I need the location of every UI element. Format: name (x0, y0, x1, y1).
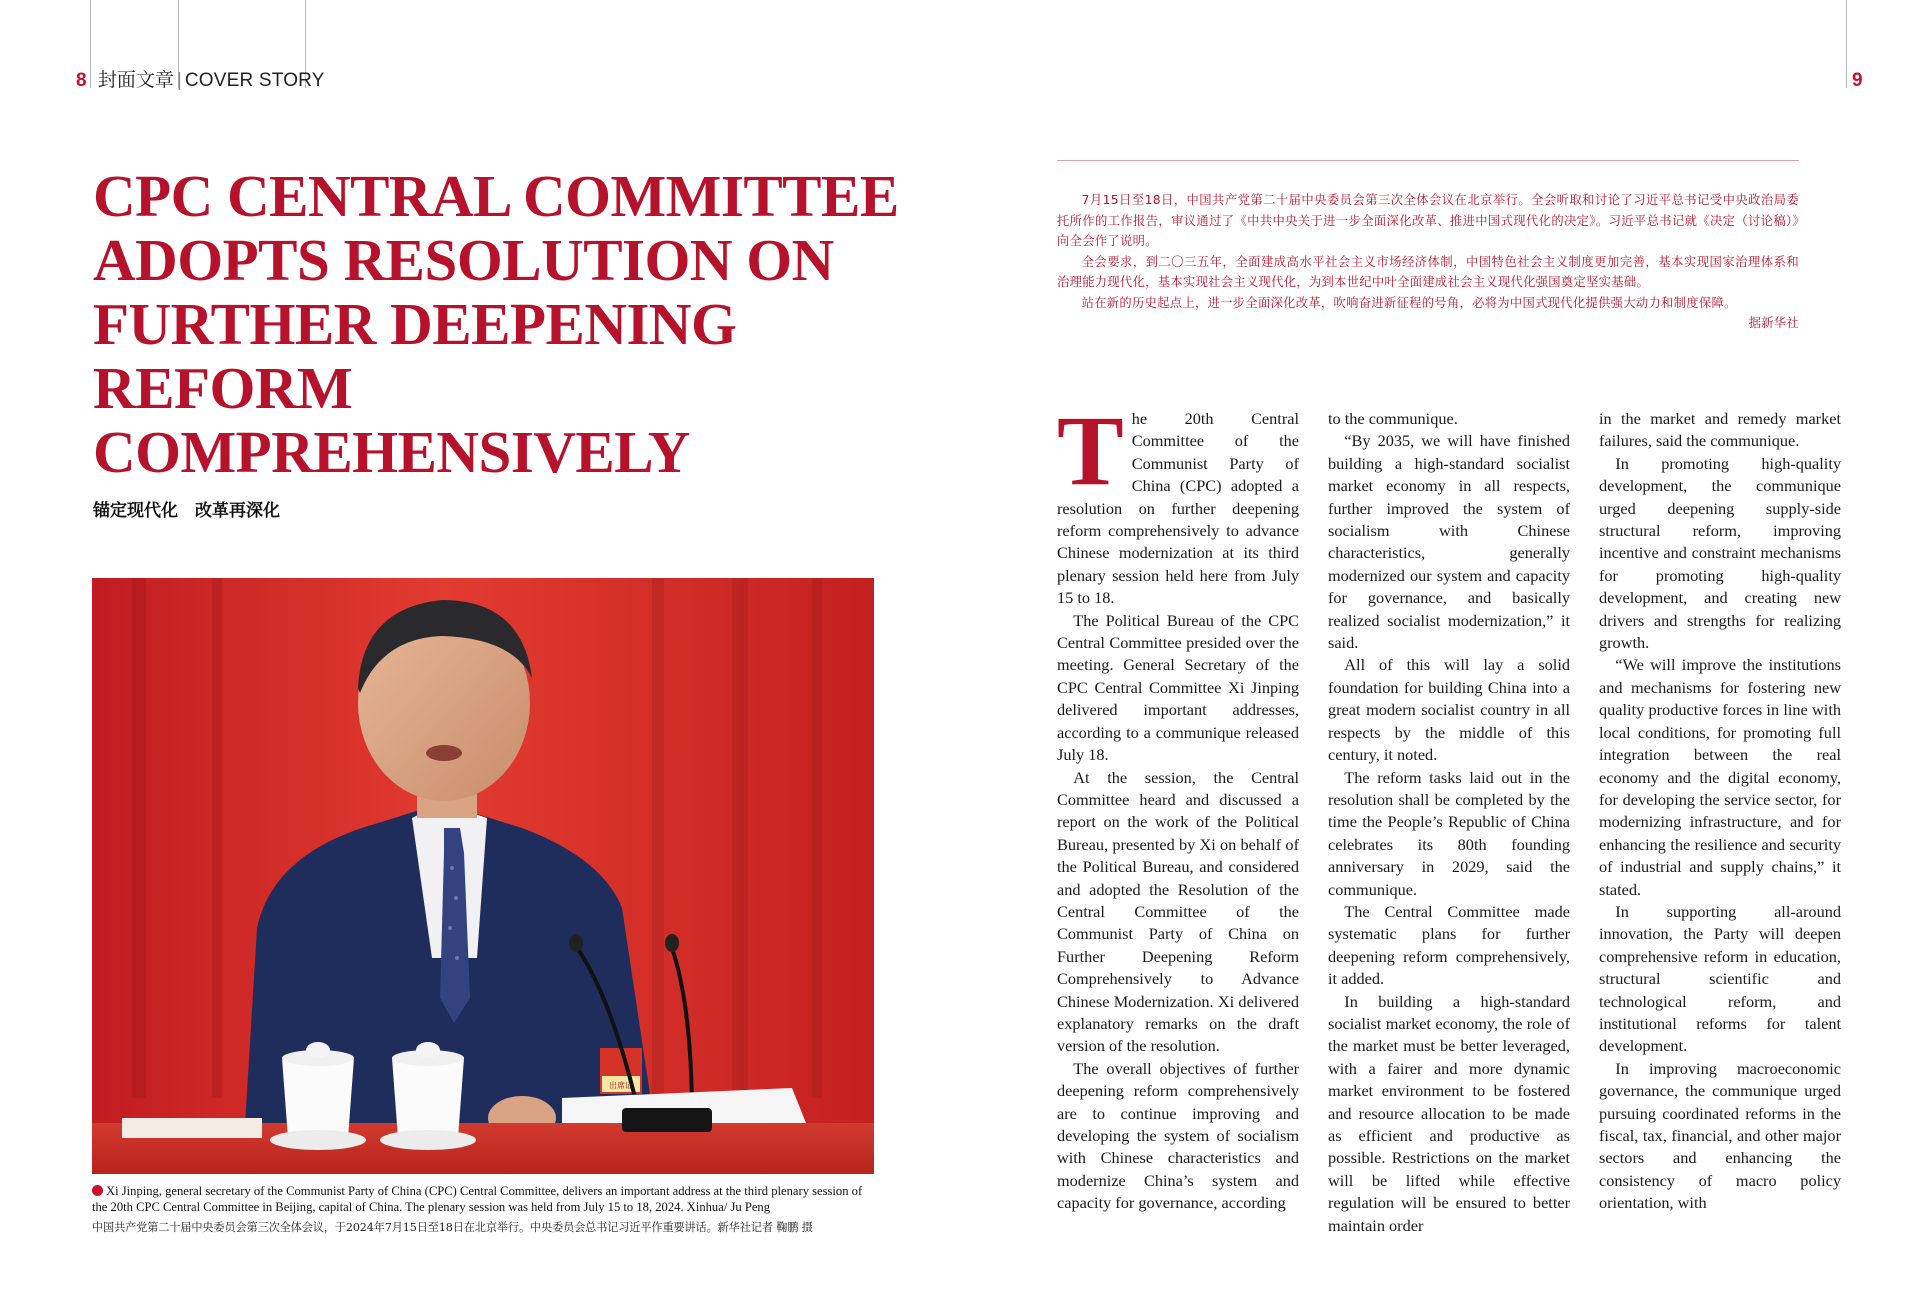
body-column-3 (1599, 408, 1841, 1215)
intro-paragraph: 站在新的历史起点上，进一步全面深化改革，吹响奋进新征程的号角，必将为中国式现代化提供强大动力和制度保障。 (1081, 295, 1737, 310)
body-paragraph: In building a high-standard socialist market economy, the role of the market must be better leveraged, with a fairer and more dynamic market environment to be fostered and resource allocation to be made as efficient and productive as possible. Restrictions on the market will be lifted while effective regulation will be ensured to better maintain order (1328, 991, 1570, 1235)
body-paragraph: in the market and remedy market failures, said the communique. (1599, 409, 1841, 451)
intro-top-rule (1057, 160, 1799, 161)
badge-text: 出席证 (609, 1081, 633, 1090)
page-header-right (1852, 69, 1863, 93)
page-number-left: 8 (76, 70, 87, 91)
intro-paragraph: 全会要求，到二〇三五年，全面建成高水平社会主义市场经济体制，中国特色社会主义制度更加完善，基本实现国家治理体系和治理能力现代化，基本实现社会主义现代化，为到本世纪中叶全面建成社会主义现代化强国奠定坚实基础。 (1057, 254, 1799, 289)
photo-caption-cn: 中国共产党第二十届中央委员会第三次全体会议，于2024年7月15日至18日在北京举行。中央委员会总书记习近平作重要讲话。新华社记者 鞠鹏 摄 (92, 1221, 813, 1234)
body-paragraph: to the communique. (1328, 409, 1458, 428)
intro-paragraph: 7月15日至18日，中国共产党第二十届中央委员会第三次全体会议在北京举行。全会听取和讨论了习近平总书记受中央政治局委托所作的工作报告，审议通过了《中共中央关于进一步全面深化改革、推进中国式现代化的决定》。习近平总书记就《决定（讨论稿）》向全会作了说明。 (1057, 193, 1799, 248)
body-paragraph: The Political Bureau of the CPC Central Committee presided over the meeting. General Secretary of the CPC Central Committee Xi Jinping delivered important addresses, according to a communique released July 18. (1057, 610, 1299, 765)
body-paragraph: “By 2035, we will have finished building a high-standard socialist market economy in all respects, further improved the system of socialism with Chinese characteristics, generally modernized our system and capacity for governance, and basically realized socialist modernization,” it said. (1328, 431, 1570, 653)
intro-source: 据新华社 (1748, 316, 1799, 330)
body-paragraph: The reform tasks laid out in the resolution shall be completed by the time the People’s Republic of China celebrates its 80th founding anniversary in 2029, said the communique. (1328, 767, 1570, 899)
body-paragraph: The Central Committee made systematic plans for further deepening reform comprehensively, it added. (1328, 901, 1570, 989)
article-title: CPC CENTRAL COMMITTEE ADOPTS RESOLUTION ON FURTHER DEEPENING REFORM COMPREHENSIVELY (93, 163, 899, 485)
header-rule-right-page (1846, 0, 1847, 88)
body-paragraph: All of this will lay a solid foundation for building China into a great modern socialist country in all respects by the middle of this century, it noted. (1328, 655, 1570, 765)
drop-cap: T (1057, 395, 1124, 506)
body-paragraph: In promoting high-quality development, the communique urged deepening supply-side structural reform, improving incentive and constraint mechanisms for promoting high-quality development, and creating new drivers and strengths for realizing growth. (1599, 453, 1841, 653)
page-number-right: 9 (1852, 70, 1863, 91)
photo-caption-en (92, 1184, 877, 1215)
article-photo (92, 578, 874, 1174)
body-paragraph: In supporting all-around innovation, the Party will deepen comprehensive reform in education, structural scientific and technological reform, and institutional reforms for talent development. (1599, 901, 1841, 1056)
photo-caption-en-text: Xi Jinping, general secretary of the Communist Party of China (CPC) Central Committee, delivers an important address at the third plenary session of the 20th CPC Central Committee in Beijing, capital of China. The plenary session was held from July 15 to 18, 2024. Xinhua/ Ju Peng (92, 1184, 863, 1214)
section-label-en: COVER STORY (184, 70, 325, 91)
body-column-2 (1328, 408, 1570, 1237)
body-paragraph: At the session, the Central Committee heard and discussed a report on the work of the Political Bureau, presented by Xi on behalf of the Political Bureau, and considered and adopted the Resolution of the Central Committee of the Communist Party of China on Further Deepening Reform Comprehensively to Advance Chinese Modernization. Xi delivered explanatory remarks on the draft version of the resolution. (1057, 767, 1299, 1056)
article-subtitle-cn: 锚定现代化 改革再深化 (93, 501, 280, 521)
section-separator: | (176, 70, 182, 91)
right-page (960, 0, 1920, 1303)
body-paragraph: he 20th Central Committee of the Communist Party of China (CPC) adopted a resolution on further deepening reform comprehensively to advance Chinese modernization at its third plenary session held here from July 15 to 18. (1057, 409, 1299, 608)
caption-marker-icon (92, 1185, 103, 1196)
intro-summary-cn (1057, 190, 1799, 334)
body-column-1 (1057, 395, 1299, 1215)
body-paragraph: The overall objectives of further deepening reform comprehensively are to continue improving and developing the system of socialism with Chinese characteristics and modernize China’s system and capacity for governance, according (1057, 1058, 1299, 1213)
body-paragraph: In improving macroeconomic governance, the communique urged pursuing coordinated reforms in the fiscal, tax, financial, and other major sectors and enhancing the consistency of macro policy orientation, with (1599, 1058, 1841, 1213)
section-label-cn: 封面文章 (97, 70, 174, 91)
page-header-left (76, 69, 325, 93)
body-paragraph: “We will improve the institutions and mechanisms for fostering new quality productive forces in line with local conditions, for promoting full integration between the real economy and the digital economy, for developing the service sector, for modernizing infrastructure, and for enhancing the resilience and security of industrial and supply chains,” it stated. (1599, 655, 1841, 899)
